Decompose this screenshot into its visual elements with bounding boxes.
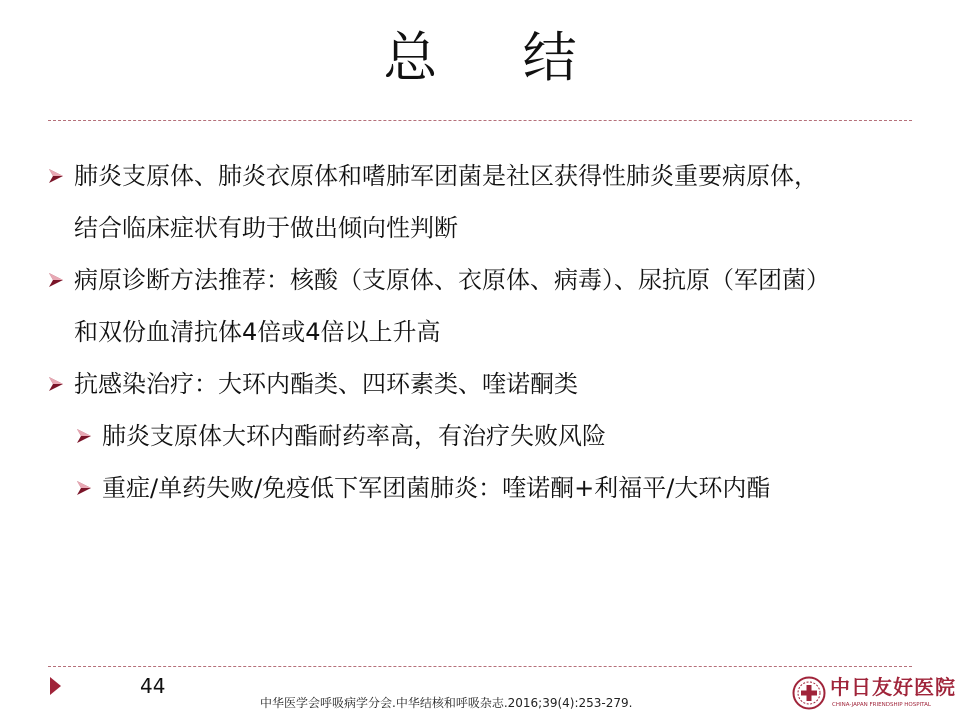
bullet-item — [48, 358, 928, 410]
slide-title: 总 结 — [383, 26, 611, 89]
bullet-line: 和双份血清抗体4倍或4倍以上升高 — [74, 318, 441, 346]
sub-bullet-item — [48, 462, 928, 514]
bullet-arrow-icon — [48, 272, 64, 288]
hospital-name: 中日友好医院 — [830, 675, 956, 699]
triangle-marker-icon — [50, 677, 61, 695]
bullet-line: 肺炎支原体大环内酯耐药率高，有治疗失败风险 — [102, 422, 606, 450]
top-divider — [48, 120, 912, 121]
bullet-arrow-icon — [48, 376, 64, 392]
hospital-logo — [792, 672, 956, 716]
bullet-arrow-icon — [76, 480, 92, 496]
citation: 中华医学会呼吸病学分会.中华结核和呼吸杂志.2016;39(4):253-279. — [260, 696, 633, 710]
sub-bullet-item — [48, 410, 928, 462]
bottom-divider — [48, 666, 912, 667]
hospital-emblem-icon — [792, 676, 826, 710]
bullet-line: 结合临床症状有助于做出倾向性判断 — [74, 214, 458, 242]
bullet-line: 肺炎支原体、肺炎衣原体和嗜肺军团菌是社区获得性肺炎重要病原体， — [74, 162, 818, 190]
bullet-line: 重症/单药失败/免疫低下军团菌肺炎：喹诺酮+利福平/大环内酯 — [102, 474, 771, 502]
hospital-name-english: CHINA-JAPAN FRIENDSHIP HOSPITAL — [832, 702, 931, 708]
bullet-arrow-icon — [76, 428, 92, 444]
page-number: 44 — [140, 674, 166, 698]
bullet-line: 抗感染治疗：大环内酯类、四环素类、喹诺酮类 — [74, 370, 578, 398]
bullet-item — [48, 150, 928, 254]
bullet-arrow-icon — [48, 168, 64, 184]
bullet-item — [48, 254, 928, 358]
bullet-line: 病原诊断方法推荐：核酸（支原体、衣原体、病毒）、尿抗原（军团菌） — [74, 266, 830, 294]
bullet-list — [48, 150, 928, 514]
